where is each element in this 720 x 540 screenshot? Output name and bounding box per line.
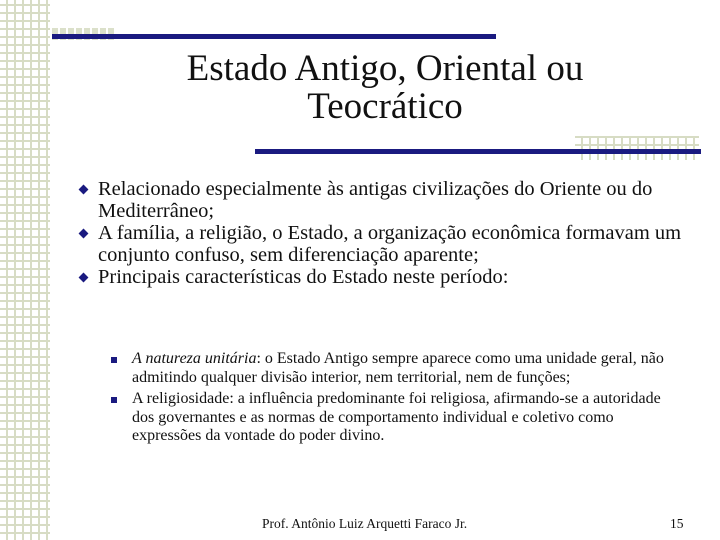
slide-title-line2: Teocrático <box>307 86 463 127</box>
bullet-text: A família, a religião, o Estado, a organização econômica formavam um conjunto confuso, sem diferenciação aparente; <box>98 222 682 266</box>
list-item <box>78 178 688 222</box>
top-title-rule <box>52 34 496 39</box>
sub-bullet-italic-lead: A natureza unitária <box>132 350 257 367</box>
sub-bullet-list <box>110 350 670 449</box>
diamond-bullet-icon <box>79 273 89 283</box>
bullet-text: Principais características do Estado neste período: <box>98 266 509 288</box>
slide-footer <box>0 516 720 536</box>
slide-title <box>125 50 645 126</box>
diamond-bullet-icon <box>79 185 89 195</box>
bottom-rule-grid-accent <box>575 136 699 160</box>
decorative-grid-strip <box>0 0 50 540</box>
page-number: 15 <box>670 516 684 531</box>
diamond-bullet-icon <box>79 229 89 239</box>
list-item <box>110 390 670 446</box>
list-item <box>110 350 670 387</box>
square-bullet-icon <box>111 397 117 403</box>
bottom-title-rule <box>255 149 701 154</box>
square-bullet-icon <box>111 357 117 363</box>
sub-bullet-text: A religiosidade: a influência predominante foi religiosa, afirmando-se a autoridade dos governantes e as normas de comportamento individual e coletivo como expressões da vontade do poder divino. <box>132 390 661 444</box>
list-item <box>78 266 688 288</box>
sub-bullet-text: : o Estado Antigo sempre aparece como uma unidade geral, não admitindo qualquer divisão interior, nem territorial, nem de funções; <box>132 350 664 386</box>
bullet-text: Relacionado especialmente às antigas civilizações do Oriente ou do Mediterrâneo; <box>98 178 653 222</box>
slide-title-line1: Estado Antigo, Oriental ou <box>186 48 584 89</box>
list-item <box>78 222 688 266</box>
footer-author: Prof. Antônio Luiz Arquetti Faraco Jr. <box>262 516 468 531</box>
bullet-list <box>78 178 688 288</box>
